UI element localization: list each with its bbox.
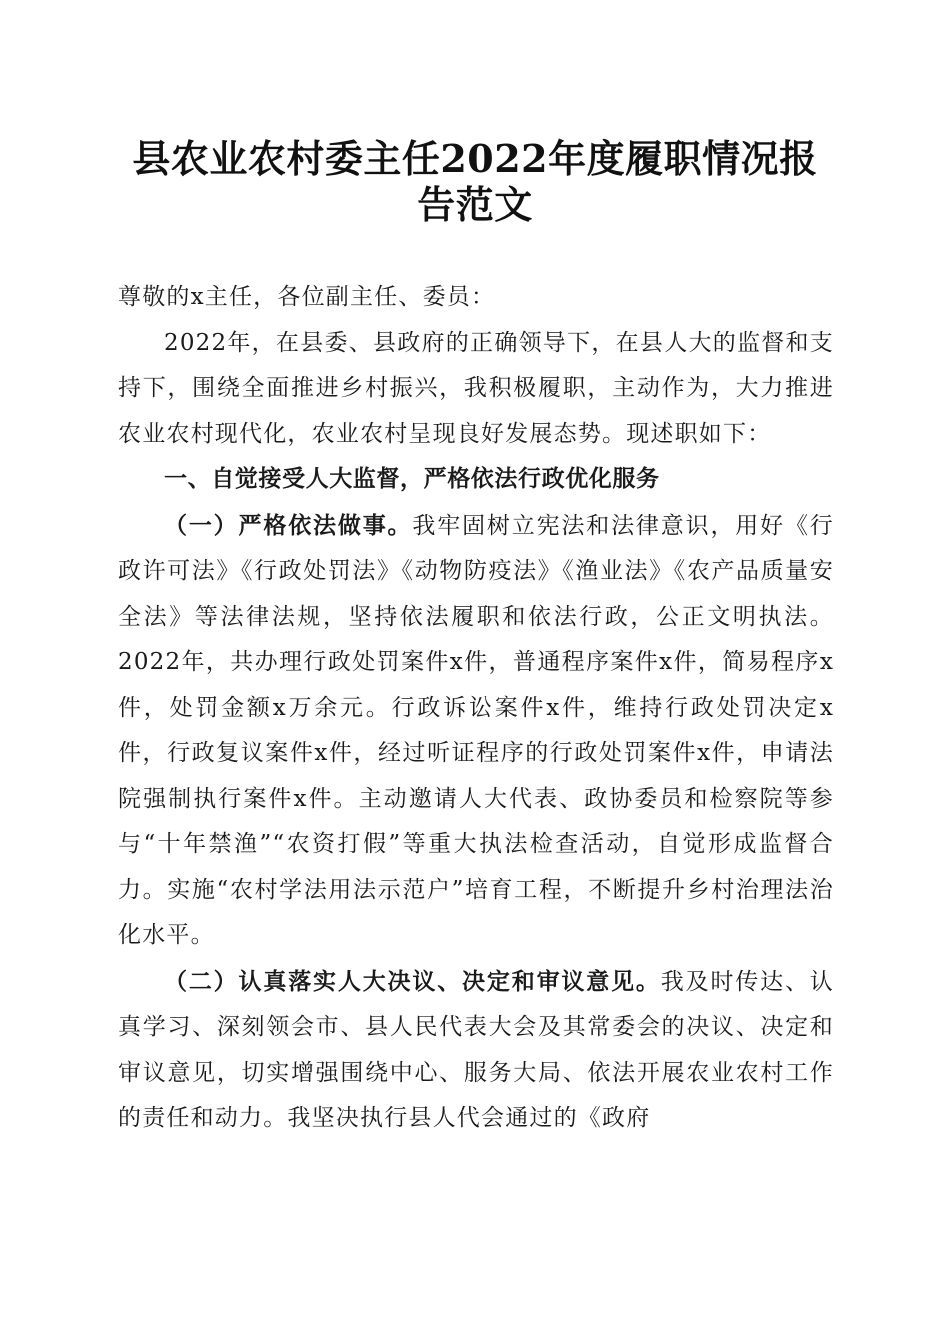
paragraph-item-1 [118,503,834,959]
item-1-lead: （一）严格依法做事。 [164,511,413,539]
item-1-text: 我牢固树立宪法和法律意识，用好《行政许可法》《行政处罚法》《动物防疫法》《渔业法》《农产品质量安全法》等法律法规，坚持依法履职和依法行政，公正文明执法。2022年，共办理行政处罚案件x件，普通程序案件x件，简易程序x件，处罚金额x万余元。行政诉讼案件x件，维持行政处罚决定x件，行政复议案件x件，经过听证程序的行政处罚案件x件，申请法院强制执行案件x件。主动邀请人大代表、政协委员和检察院等参与“十年禁渔”“农资打假”等重大执法检查活动，自觉形成监督合力。实施“农村学法用法示范户”培育工程，不断提升乡村治理法治化水平。 [118,512,835,948]
item-2-text: 我及时传达、认真学习、深刻领会市、县人民代表大会及其常委会的决议、决定和审议意见，切实增强围绕中心、服务大局、依法开展农业农村工作的责任和动力。我坚决执行县人代会通过的《政府 [118,968,834,1131]
document-body [118,275,834,1142]
section-heading: 一、自觉接受人大监督，严格依法行政优化服务 [164,466,660,492]
item-2-lead: （二）认真落实人大决议、决定和审议意见。 [164,967,661,995]
document-title: 县农业农村委主任2022年度履职情况报告范文 [132,136,818,227]
intro-paragraph: 2022年，在县委、县政府的正确领导下，在县人大的监督和支持下，围绕全面推进乡村振兴，我积极履职，主动作为，大力推进农业农村现代化，农业农村呈现良好发展态势。现述职如下： [118,329,834,447]
paragraph-item-2 [118,959,834,1142]
salutation: 尊敬的x主任，各位副主任、委员： [118,284,496,310]
